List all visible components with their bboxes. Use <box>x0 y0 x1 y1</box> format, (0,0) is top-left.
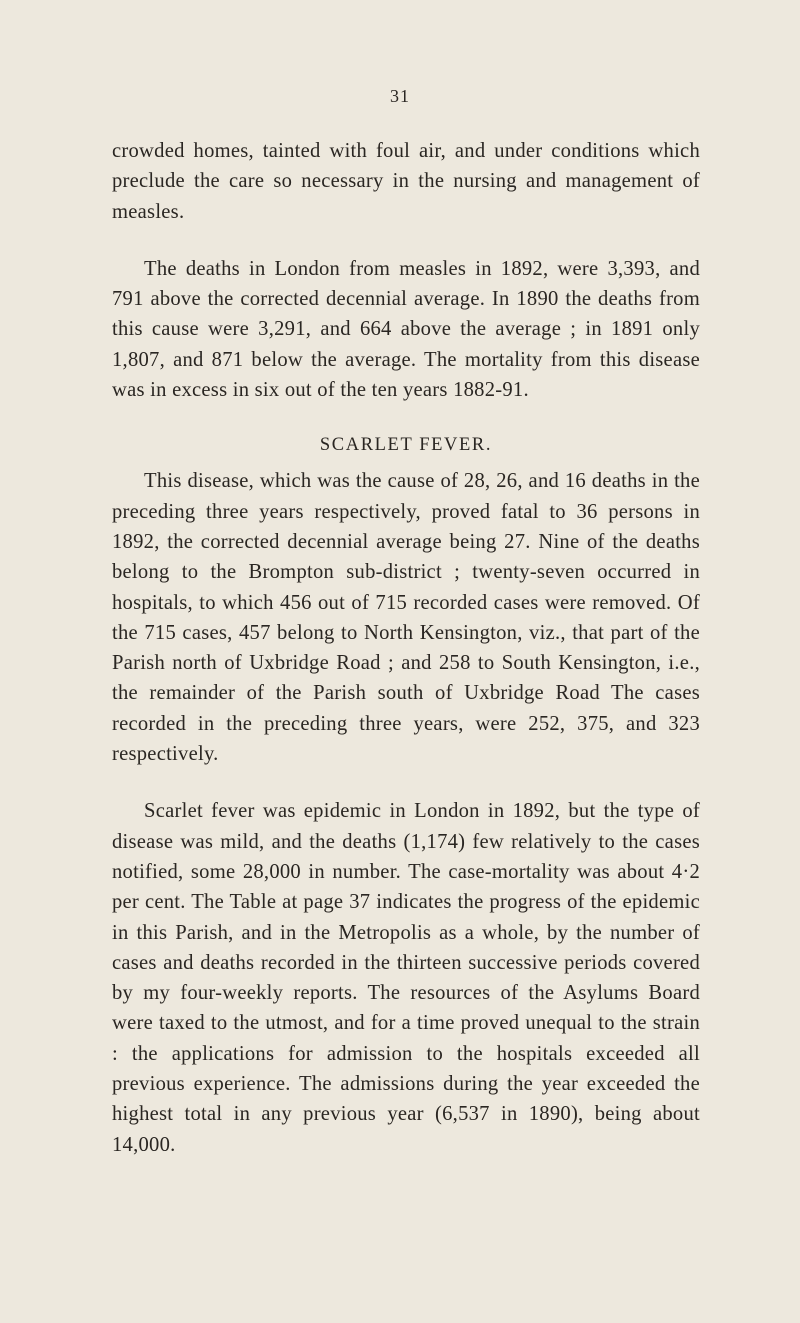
paragraph-measles-deaths: The deaths in London from measles in 1892, were 3,393, and 791 above the corrected decennial average. In 1890 the deaths from this cause were 3,291, and 664 above the average ; in 1891 only 1,807, and 871 below the average. The mortality from this disease was in excess in six out of the ten years 1882-91. <box>112 257 700 402</box>
paragraph-scarlet-fever-epidemic: Scarlet fever was epidemic in London in 1892, but the type of disease was mild, and the deaths (1,174) few relatively to the cases notified, some 28,000 in number. The case-mortality was about 4·2 per cent. The Table at page 37 indicates the progress of the epidemic in this Parish, and in the Metropolis as a whole, by the number of cases and deaths recorded in the thirteen successive periods covered by my four-weekly reports. The resources of the Asylums Board were taxed to the utmost, and for a time proved unequal to the strain : the applications for admission to the hospitals exceeded all previous experience. The admissions during the year exceeded the highest total in any previous year (6,537 in 1890), being about 14,000. <box>112 800 700 1156</box>
body-text <box>112 136 700 1160</box>
section-heading-scarlet-fever: SCARLET FEVER. <box>319 435 493 456</box>
page-number: 31 <box>390 86 410 106</box>
paragraph-scarlet-fever-cases: This disease, which was the cause of 28, 26, and 16 deaths in the preceding three years respectively, proved fatal to 36 persons in 1892, the corrected decennial average being 27. Nine of the deaths belong to the Brompton sub-district ; twenty-seven occurred in hospitals, to which 456 out of 715 recorded cases were removed. Of the 715 cases, 457 belong to North Kensington, viz., that part of the Parish north of Uxbridge Road ; and 258 to South Kensington, i.e., the remainder of the Parish south of Uxbridge Road The cases recorded in the preceding three years, were 252, 375, and 323 respectively. <box>112 470 700 766</box>
paragraph-continuation: crowded homes, tainted with foul air, and under conditions which preclude the care so necessary in the nursing and management of measles. <box>112 140 700 223</box>
